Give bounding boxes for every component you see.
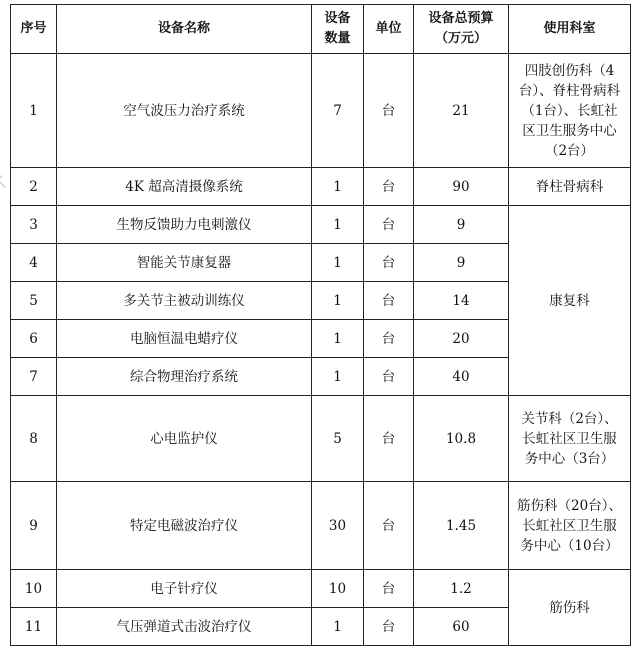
dept-line: 务中心（10台） <box>520 537 619 554</box>
cell-budget: 1.45 <box>414 482 509 570</box>
header-qty <box>312 5 364 54</box>
cell-name: 多关节主被动训练仪 <box>57 282 312 320</box>
cell-name: 电脑恒温电蜡疗仪 <box>57 320 312 358</box>
table-row <box>11 482 631 570</box>
cell-index: 1 <box>11 54 57 168</box>
cell-budget: 14 <box>414 282 509 320</box>
cell-index: 10 <box>11 570 57 608</box>
cell-dept-rehab: 康复科 <box>509 206 631 396</box>
cell-unit: 台 <box>364 244 414 282</box>
cell-index: 5 <box>11 282 57 320</box>
table-row <box>11 168 631 206</box>
cell-budget: 9 <box>414 206 509 244</box>
cell-name: 综合物理治疗系统 <box>57 358 312 396</box>
cell-budget: 60 <box>414 608 509 646</box>
cell-dept: 脊柱骨病科 <box>509 168 631 206</box>
cell-unit: 台 <box>364 396 414 482</box>
equipment-table <box>10 4 631 646</box>
cell-qty: 5 <box>312 396 364 482</box>
cell-dept-jinshang: 筋伤科 <box>509 570 631 646</box>
dept-line: 关节科（2台）、 <box>521 410 618 427</box>
cell-name: 电子针疗仪 <box>57 570 312 608</box>
cell-name: 4K 超高清摄像系统 <box>57 168 312 206</box>
cell-unit: 台 <box>364 358 414 396</box>
cell-budget: 20 <box>414 320 509 358</box>
header-qty-line1: 设备 <box>324 11 351 26</box>
cell-index: 4 <box>11 244 57 282</box>
cell-qty: 1 <box>312 244 364 282</box>
header-budget <box>414 5 509 54</box>
dept-line: 长虹社区卫生服 <box>522 430 617 447</box>
cell-name: 智能关节康复器 <box>57 244 312 282</box>
header-unit: 单位 <box>364 5 414 54</box>
cell-unit: 台 <box>364 482 414 570</box>
cell-qty: 1 <box>312 168 364 206</box>
cell-index: 6 <box>11 320 57 358</box>
cell-qty: 10 <box>312 570 364 608</box>
cell-budget: 9 <box>414 244 509 282</box>
header-row <box>11 5 631 54</box>
cell-index: 7 <box>11 358 57 396</box>
cell-index: 8 <box>11 396 57 482</box>
cell-name: 心电监护仪 <box>57 396 312 482</box>
cell-qty: 7 <box>312 54 364 168</box>
cell-qty: 1 <box>312 206 364 244</box>
cell-unit: 台 <box>364 206 414 244</box>
cell-unit: 台 <box>364 282 414 320</box>
cell-dept <box>509 396 631 482</box>
table-row <box>11 206 631 244</box>
dept-line: （1台）、长虹社 <box>521 102 618 119</box>
cell-name: 生物反馈助力电刺激仪 <box>57 206 312 244</box>
cell-dept <box>509 482 631 570</box>
cell-qty: 1 <box>312 320 364 358</box>
header-budget-line2: （万元） <box>434 31 487 46</box>
cell-name: 特定电磁波治疗仪 <box>57 482 312 570</box>
dept-line: 四肢创伤科（4 <box>524 62 615 79</box>
header-dept: 使用科室 <box>509 5 631 54</box>
dept-line: 长虹社区卫生服 <box>522 517 617 534</box>
table-row <box>11 570 631 608</box>
cell-index: 2 <box>11 168 57 206</box>
dept-line: 台）、脊柱骨病科 <box>518 82 621 99</box>
cell-unit: 台 <box>364 608 414 646</box>
cell-qty: 1 <box>312 608 364 646</box>
cell-budget: 40 <box>414 358 509 396</box>
header-index: 序号 <box>11 5 57 54</box>
cell-qty: 1 <box>312 358 364 396</box>
dept-line: （2台） <box>544 142 595 159</box>
cell-budget: 21 <box>414 54 509 168</box>
cell-budget: 1.2 <box>414 570 509 608</box>
table-row <box>11 54 631 168</box>
cell-unit: 台 <box>364 168 414 206</box>
cell-qty: 1 <box>312 282 364 320</box>
cell-name: 空气波压力治疗系统 <box>57 54 312 168</box>
cell-name: 气压弹道式击波治疗仪 <box>57 608 312 646</box>
header-name: 设备名称 <box>57 5 312 54</box>
header-qty-line2: 数量 <box>324 31 351 46</box>
cell-qty: 30 <box>312 482 364 570</box>
dept-line: 筋伤科（20台）、 <box>517 497 622 514</box>
cell-budget: 10.8 <box>414 396 509 482</box>
margin-mark <box>0 175 10 188</box>
cell-unit: 台 <box>364 320 414 358</box>
dept-line: 务中心（3台） <box>524 450 615 467</box>
cell-index: 11 <box>11 608 57 646</box>
header-budget-line1: 设备总预算 <box>428 11 494 26</box>
cell-index: 3 <box>11 206 57 244</box>
cell-unit: 台 <box>364 570 414 608</box>
cell-budget: 90 <box>414 168 509 206</box>
cell-index: 9 <box>11 482 57 570</box>
table-row <box>11 396 631 482</box>
dept-line: 区卫生服务中心 <box>522 122 617 139</box>
cell-unit: 台 <box>364 54 414 168</box>
cell-dept <box>509 54 631 168</box>
